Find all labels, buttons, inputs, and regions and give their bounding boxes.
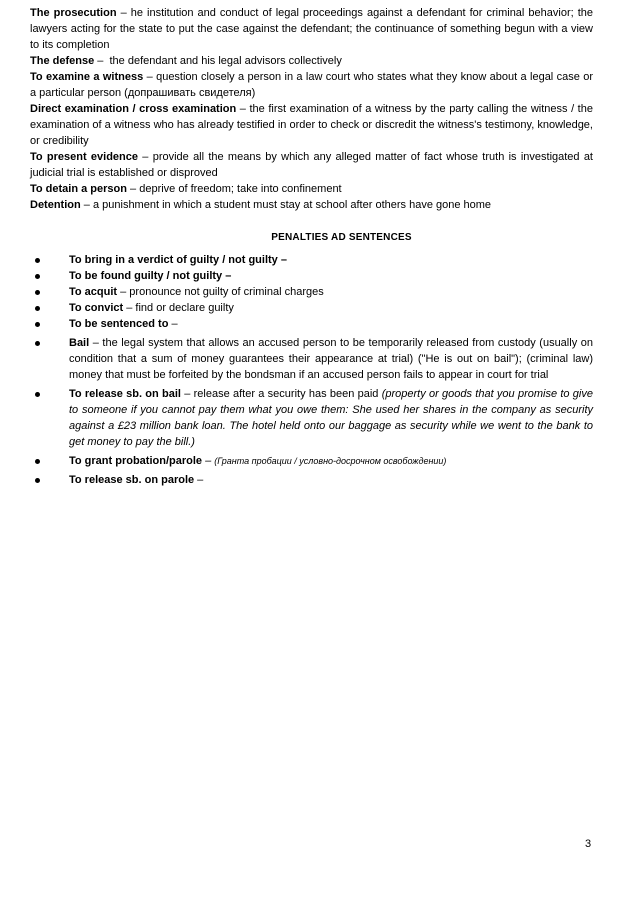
definitions-list — [30, 5, 593, 213]
bullet-icon — [35, 258, 40, 263]
definition-separator: – — [236, 103, 250, 115]
list-item — [30, 335, 593, 383]
definition-entry — [30, 53, 593, 69]
list-item — [30, 316, 593, 332]
item-text: – the legal system that allows an accused person to be temporarily released from custody (usually on condition that a sum of money guarantees their appearance at trial) ("He is out on bail"); (criminal law) money that must be forfeited by the bondsman if an accused person fails to appear in court for trial — [69, 337, 593, 381]
bullet-icon — [35, 322, 40, 327]
definition-text: the first examination of a witness by the party calling the witness / the examination of a witness who has already testified in order to check or discredit the witness's testimony, knowledge, or credibility — [30, 103, 593, 147]
list-item — [30, 453, 593, 469]
definition-entry — [30, 5, 593, 53]
definition-text: a punishment in which a student must stay at school after others have gone home — [92, 199, 492, 211]
definition-text: he institution and conduct of legal proceedings against a defendant for criminal behavior; the lawyers acting for the state to put the case against the defendant; the continuance of something begun with a view to its completion — [30, 7, 593, 51]
definition-separator: – — [116, 7, 131, 19]
definition-entry — [30, 69, 593, 101]
item-text: – pronounce not guilty of criminal charges — [117, 286, 324, 298]
list-item — [30, 268, 593, 284]
item-text: – — [202, 455, 215, 467]
definition-entry — [30, 149, 593, 181]
item-term: To grant probation/parole — [69, 455, 203, 467]
definition-separator: – — [143, 71, 157, 83]
definition-term: To present evidence — [30, 151, 139, 163]
item-term: Bail — [69, 337, 90, 349]
item-text: – find or declare guilty — [123, 302, 234, 314]
bullet-icon — [35, 274, 40, 279]
bullet-icon — [35, 290, 40, 295]
item-translation: (Гранта пробации / условно-досрочном освобождении) — [214, 456, 447, 466]
list-item — [30, 386, 593, 450]
definition-text: question closely a person in a law court who states what they know about a legal case or a particular person (допрашивать свидетеля) — [30, 71, 593, 99]
definition-text: deprive of freedom; take into confinement — [139, 183, 342, 195]
definition-separator: – — [80, 199, 93, 211]
bullet-icon — [35, 392, 40, 397]
bullet-icon — [35, 459, 40, 464]
definition-separator: – — [138, 151, 153, 163]
definition-text: provide all the means by which any alleged matter of fact whose truth is investigated at judicial trial is established or disproved — [30, 151, 593, 179]
penalties-list — [30, 252, 593, 488]
item-term: To be sentenced to — [69, 318, 169, 330]
definition-term: The prosecution — [30, 7, 117, 19]
list-item — [30, 472, 593, 488]
definition-term: To detain a person — [30, 183, 127, 195]
list-item — [30, 284, 593, 300]
item-term: To bring in a verdict of guilty / not guilty – — [69, 254, 287, 266]
item-text: – release after a security has been paid — [180, 388, 382, 400]
item-text: – — [194, 474, 204, 486]
bullet-icon — [35, 478, 40, 483]
item-term: To acquit — [69, 286, 118, 298]
definition-entry — [30, 101, 593, 149]
list-item — [30, 300, 593, 316]
bullet-icon — [35, 341, 40, 346]
page-number: 3 — [585, 838, 592, 850]
section-heading: PENALTIES AD SENTENCES — [271, 232, 412, 243]
list-item — [30, 252, 593, 268]
bullet-icon — [35, 306, 40, 311]
definition-entry — [30, 181, 593, 197]
item-term: To release sb. on parole — [69, 474, 195, 486]
page-content — [30, 5, 593, 488]
definition-term: To examine a witness — [30, 71, 144, 83]
definition-term: The defense — [30, 55, 95, 67]
definition-entry — [30, 197, 593, 213]
item-term: To be found guilty / not guilty – — [69, 270, 232, 282]
definition-term: Direct examination / cross examination — [30, 103, 237, 115]
item-text: – — [168, 318, 178, 330]
definition-term: Detention — [30, 199, 81, 211]
definition-text: the defendant and his legal advisors collectively — [109, 55, 342, 67]
definition-separator: – — [126, 183, 140, 195]
item-term: To release sb. on bail — [69, 388, 181, 400]
item-term: To convict — [69, 302, 124, 314]
item-example: (property or goods that you promise to give to someone if you cannot pay them what you owe them: She used her shares in the company as security against a £23 million bank loan. The hotel held onto our baggage as security while we went to the bank to get money to pay the bill.) — [69, 388, 593, 448]
definition-separator: – — [94, 55, 110, 67]
